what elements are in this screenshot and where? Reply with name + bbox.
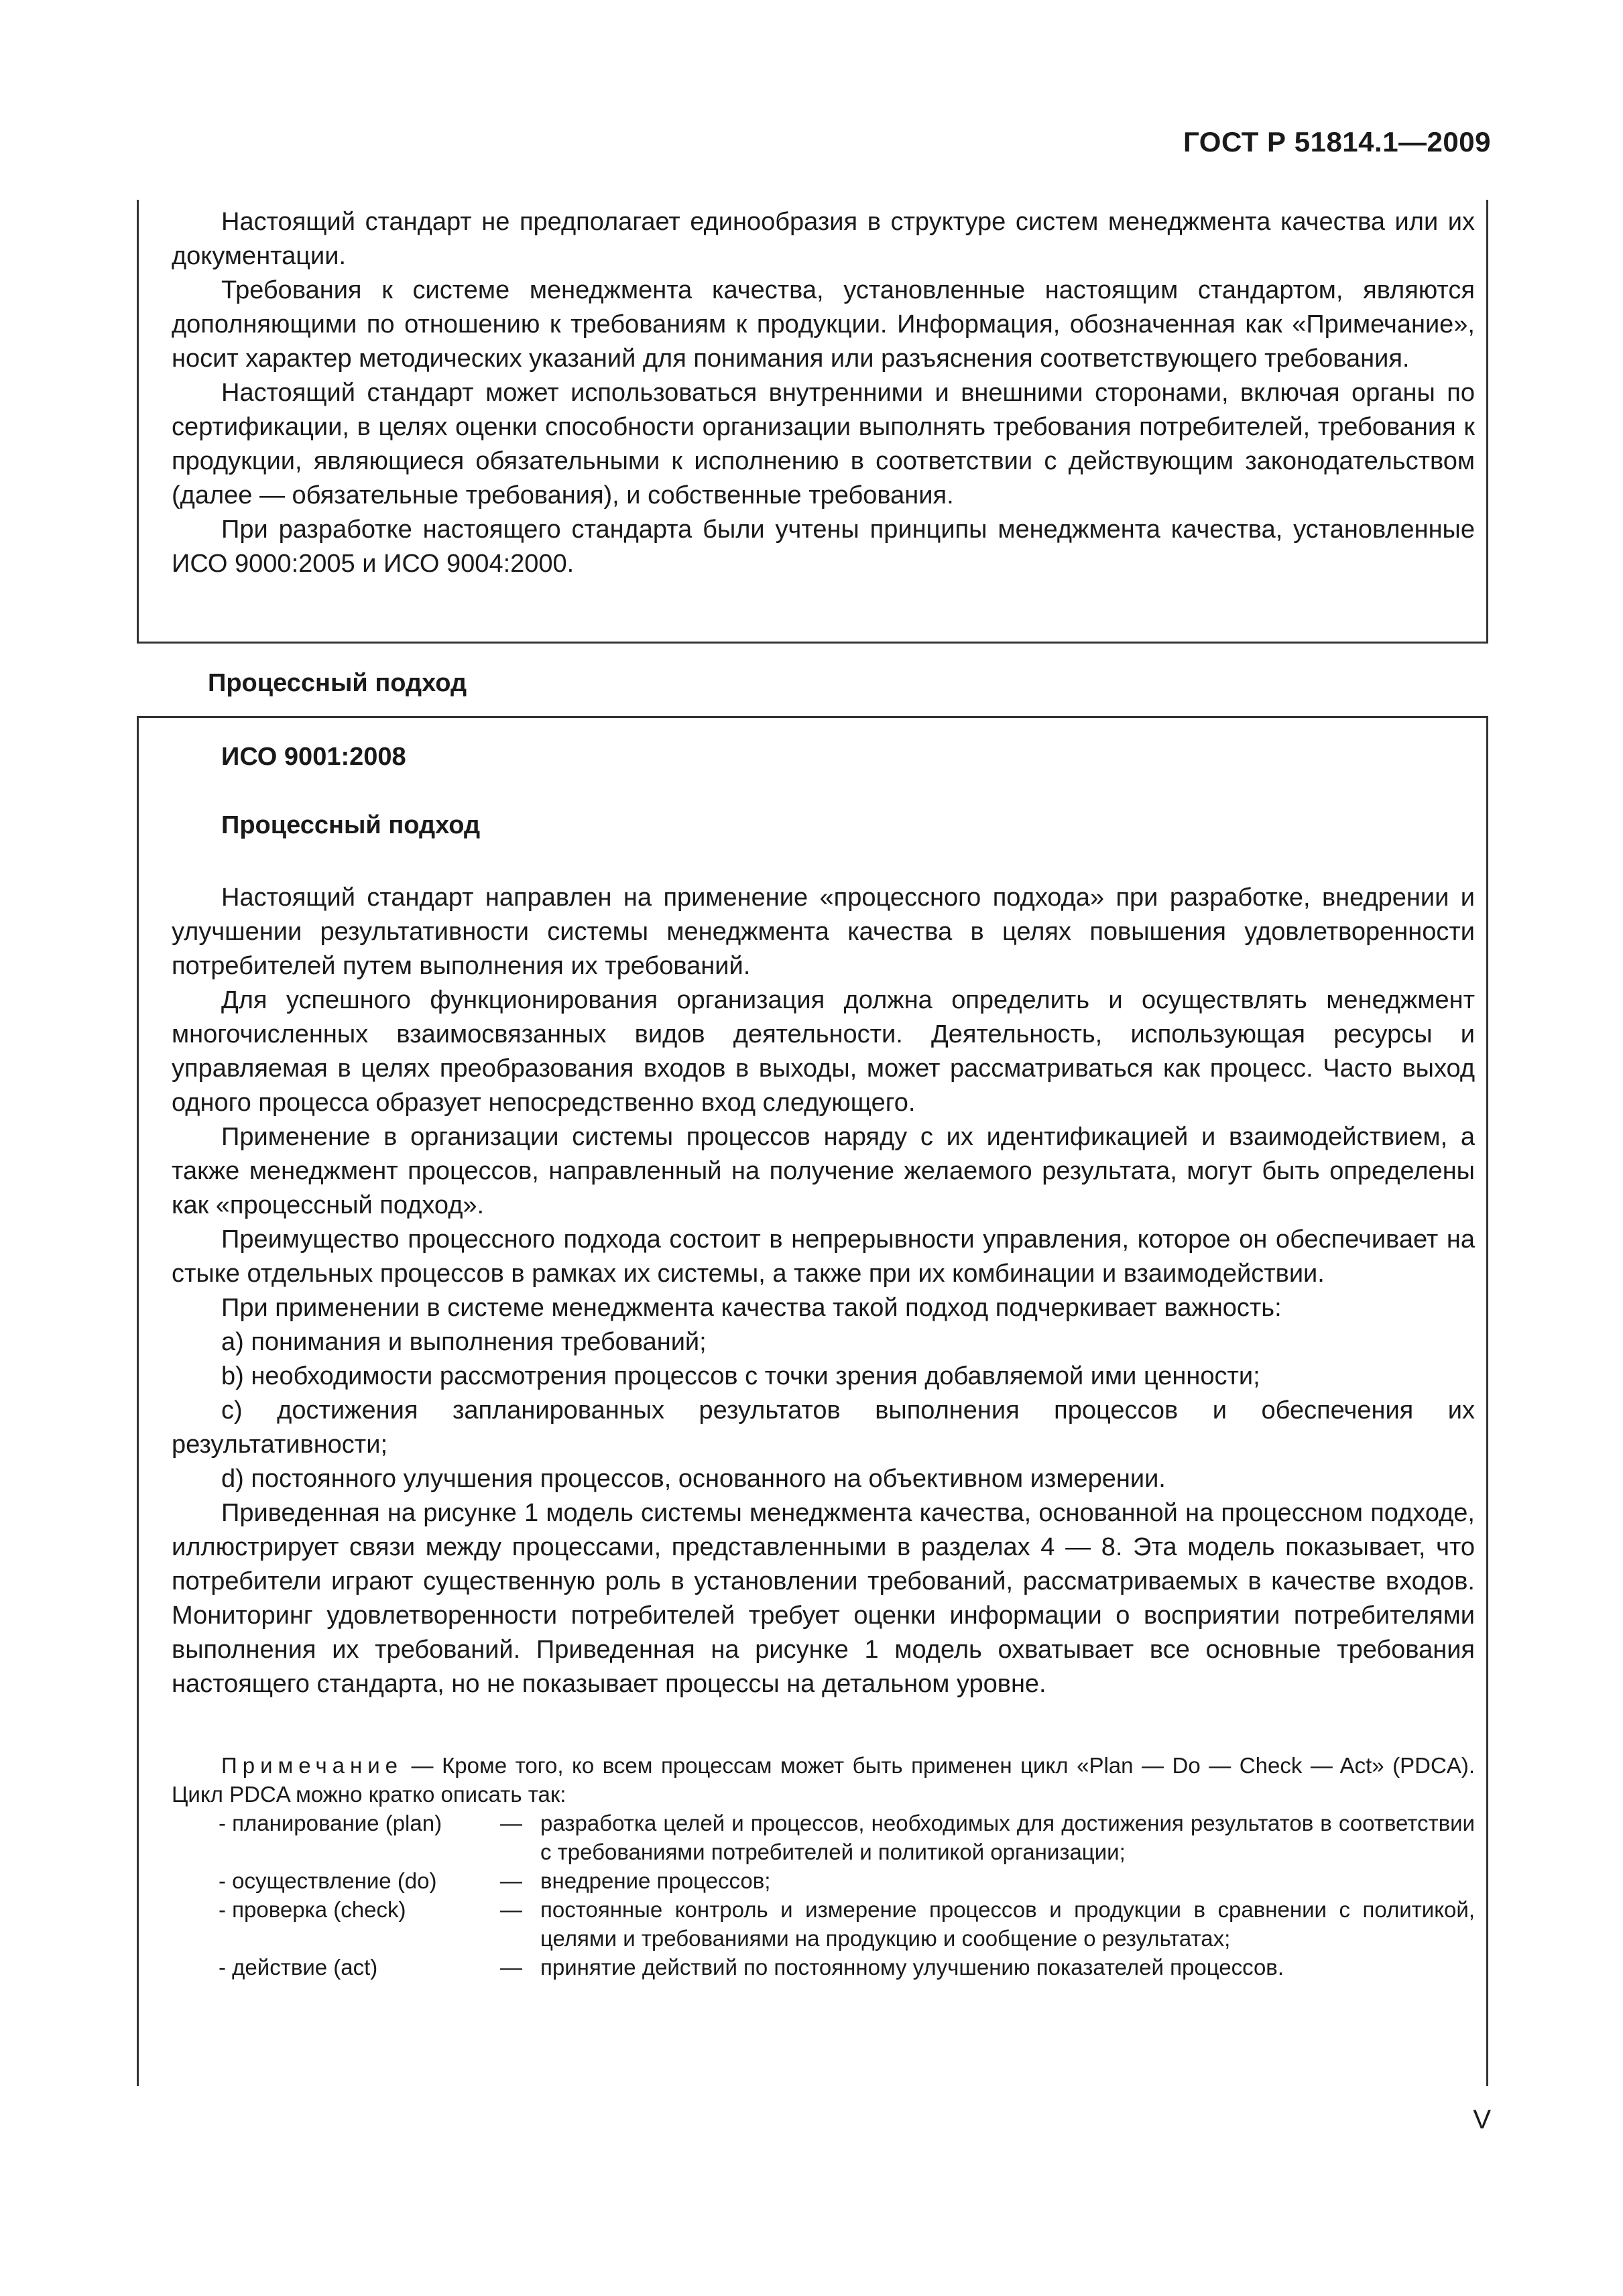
pdca-dash: — xyxy=(500,1897,522,1922)
pdca-desc: постоянные контроль и измерение процессов и продукции в сравнении с политикой, целями и требованиями на продукцию и сообщение о результатах; xyxy=(540,1897,1475,1951)
pdca-term: - проверка (check) xyxy=(219,1897,406,1922)
pdca-dash: — xyxy=(500,1868,522,1893)
iso-text xyxy=(172,881,1475,1701)
section-heading: Процессный подход xyxy=(208,669,467,697)
pdca-dash: — xyxy=(500,1811,522,1835)
note-text: — Кроме того, ко всем процессам может быть применен цикл «Plan — Do — Check — Act» (PDCA). Цикл PDCA можно кратко описать так: xyxy=(172,1753,1475,1807)
iso-heading: Процессный подход xyxy=(221,811,481,839)
note-label: Примечание xyxy=(221,1753,404,1778)
pdca-desc: разработка целей и процессов, необходимых для достижения результатов в соответствии с требованиями потребителей и политикой организации; xyxy=(540,1811,1475,1864)
page-number: V xyxy=(1473,2105,1491,2134)
iso-paragraph: При применении в системе менеджмента качества такой подход подчеркивает важность: xyxy=(221,1294,1282,1322)
pdca-row xyxy=(172,1866,1475,1895)
intro-paragraph: Настоящий стандарт не предполагает единообразия в структуре систем менеджмента качества или их документации. xyxy=(172,208,1475,270)
pdca-term: - действие (act) xyxy=(219,1955,378,1980)
iso-reference: ИСО 9001:2008 xyxy=(221,743,406,771)
iso-paragraph: Применение в организации системы процессов наряду с их идентификацией и взаимодействием, а также менеджмент процессов, направленный на получение желаемого результата, могут быть определены как «процессный подход». xyxy=(172,1123,1475,1219)
iso-paragraph: Преимущество процессного подхода состоит в непрерывности управления, которое он обеспечивает на стыке отдельных процессов в рамках их системы, а также при их комбинации и взаимодействии. xyxy=(172,1225,1475,1288)
iso-paragraph: Приведенная на рисунке 1 модель системы менеджмента качества, основанной на процессном подходе, иллюстрирует связи между процессами, представленными в разделах 4 — 8. Эта модель показывает, что потребители играют существенную роль в установлении требований, рассматриваемых в качестве входов. Мониторинг удовлетворенности потребителей требует оценки информации о восприятии потребителями выполнения их требований. Приведенная на рисунке 1 модель охватывает все основные требования настоящего стандарта, но не показывает процессы на детальном уровне. xyxy=(172,1499,1475,1698)
iso-paragraph: Настоящий стандарт направлен на применение «процессного подхода» при разработке, внедрении и улучшении результативности системы менеджмента качества в целях повышения удовлетворенности потребителей путем выполнения их требований. xyxy=(172,884,1475,980)
note-block xyxy=(172,1751,1475,1982)
list-item: a) понимания и выполнения требований; xyxy=(221,1328,707,1356)
pdca-dash: — xyxy=(500,1955,522,1980)
list-item: c) достижения запланированных результатов выполнения процессов и обеспечения их результативности; xyxy=(172,1396,1475,1459)
list-item: b) необходимости рассмотрения процессов с точки зрения добавляемой ими ценности; xyxy=(221,1362,1260,1390)
document-code: ГОСТ Р 51814.1—2009 xyxy=(1183,126,1491,158)
note-intro xyxy=(172,1751,1475,1809)
list-item: d) постоянного улучшения процессов, основанного на объективном измерении. xyxy=(221,1465,1166,1493)
intro-text xyxy=(172,205,1475,581)
pdca-row xyxy=(172,1809,1475,1866)
pdca-desc: внедрение процессов; xyxy=(540,1868,771,1893)
iso-paragraph: Для успешного функционирования организация должна определить и осуществлять менеджмент многочисленных взаимосвязанных видов деятельности. Деятельность, использующая ресурсы и управляемая в целях преобразования входов в выходы, может рассматриваться как процесс. Часто выход одного процесса образует непосредственно вход следующего. xyxy=(172,986,1475,1117)
pdca-term: - планирование (plan) xyxy=(219,1811,442,1835)
intro-paragraph: При разработке настоящего стандарта были учтены принципы менеджмента качества, установленные ИСО 9000:2005 и ИСО 9004:2000. xyxy=(172,516,1475,578)
pdca-row xyxy=(172,1895,1475,1953)
pdca-term: - осуществление (do) xyxy=(219,1868,437,1893)
intro-paragraph: Требования к системе менеджмента качества, установленные настоящим стандартом, являются дополняющими по отношению к требованиям к продукции. Информация, обозначенная как «Примечание», носит характер методических указаний для понимания или разъяснения соответствующего требования. xyxy=(172,276,1475,373)
pdca-desc: принятие действий по постоянному улучшению показателей процессов. xyxy=(540,1955,1284,1980)
pdca-row xyxy=(172,1953,1475,1982)
intro-paragraph: Настоящий стандарт может использоваться внутренними и внешними сторонами, включая органы по сертификации, в целях оценки способности организации выполнять требования потребителей, требования к продукции, являющиеся обязательными к исполнению в соответствии с действующим законодательством (далее — обязательные требования), и собственные требования. xyxy=(172,379,1475,509)
pdca-table xyxy=(172,1809,1475,1982)
